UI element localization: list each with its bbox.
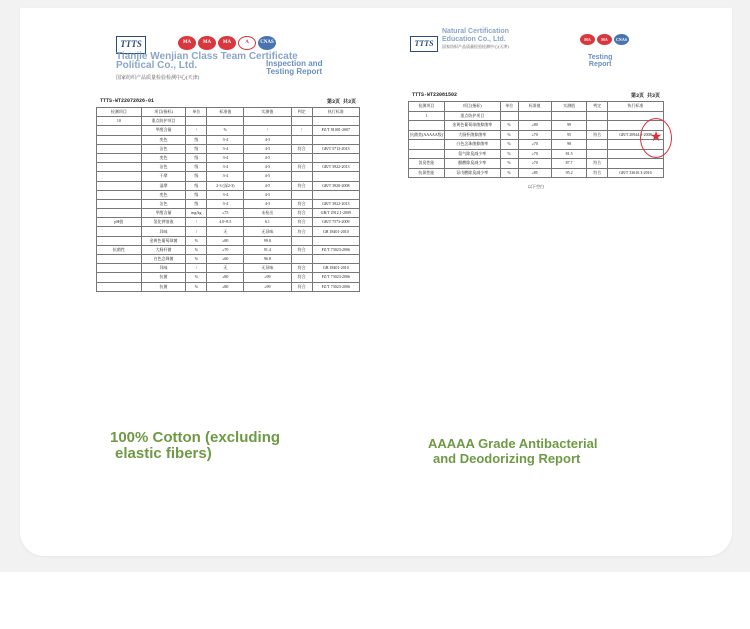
table-cell: [97, 209, 142, 218]
table-cell: 符合: [587, 159, 607, 169]
table-cell: [97, 273, 142, 282]
table-cell: 判定: [291, 108, 312, 117]
table-row: [409, 111, 664, 121]
table-cell: 符合: [291, 144, 312, 153]
table-cell: 符合: [291, 264, 312, 273]
table-cell: 符合: [291, 245, 312, 254]
table-cell: 标准值: [518, 102, 551, 112]
table-cell: 3-4: [207, 199, 244, 208]
table-cell: GB 18401-2010: [312, 264, 359, 273]
table-row: [97, 264, 360, 273]
table-cell: 3-4: [207, 135, 244, 144]
table-cell: [97, 199, 142, 208]
table-cell: [207, 117, 244, 126]
table-row: [97, 282, 360, 291]
table-cell: 抗菌: [141, 282, 186, 291]
table-cell: 符合: [291, 273, 312, 282]
table-cell: [409, 121, 445, 131]
table-cell: 湿摩: [141, 181, 186, 190]
table-cell: 99: [551, 121, 587, 131]
table-cell: %: [186, 236, 207, 245]
table-cell: 项目(指标): [141, 108, 186, 117]
report-header: [96, 28, 360, 96]
table-row: [97, 144, 360, 153]
cnas-seal-icon: CNAS: [258, 36, 276, 50]
table-cell: 级: [186, 172, 207, 181]
table-cell: [312, 135, 359, 144]
table-cell: 2-3 (深2-3): [207, 181, 244, 190]
table-cell: FZ/T 73023-2006: [312, 282, 359, 291]
table-cell: 符合: [291, 227, 312, 236]
table-cell: 符合: [291, 218, 312, 227]
table-cell: %: [500, 168, 518, 178]
table-row: [409, 168, 664, 178]
table-cell: 单位: [500, 102, 518, 112]
caption-antibacterial: AAAAA Grade Antibacterial and Deodorizing Report: [428, 436, 598, 466]
table-cell: 项目(指标): [444, 102, 500, 112]
test-report-right: [408, 24, 664, 204]
table-cell: 符合: [291, 199, 312, 208]
table-row: [97, 209, 360, 218]
table-cell: ≥70: [518, 140, 551, 150]
table-cell: [587, 140, 607, 150]
company-name-en: Tianjie Wenjian Class Team Certificate Political Co., Ltd.: [116, 51, 298, 71]
results-table: [96, 107, 360, 292]
table-cell: mg/kg: [186, 209, 207, 218]
cma-seal-icon: MA: [198, 36, 216, 50]
table-row: [97, 126, 360, 135]
table-cell: 消臭性能: [409, 159, 445, 169]
table-cell: 大肠杆菌抑菌率: [444, 130, 500, 140]
table-cell: 甲醛含量: [141, 209, 186, 218]
table-cell: /: [291, 126, 312, 135]
table-cell: 氨气除臭减少率: [444, 149, 500, 159]
table-footnote: 以下空白: [528, 184, 544, 189]
table-cell: 沾色: [141, 144, 186, 153]
table-cell: /: [186, 218, 207, 227]
table-cell: 87.7: [551, 159, 587, 169]
ttts-logo: TTTS: [116, 36, 146, 54]
table-row: [97, 135, 360, 144]
table-cell: GB/T 3922-2013: [312, 199, 359, 208]
table-cell: GB/T 2912.1-2009: [312, 209, 359, 218]
table-row: [97, 172, 360, 181]
table-cell: [97, 255, 142, 264]
table-row: [409, 130, 664, 140]
table-cell: ≥60: [207, 255, 244, 264]
table-cell: FZ/T 73023-2006: [312, 273, 359, 282]
table-cell: [607, 159, 663, 169]
cma-seal-icon: MA: [580, 34, 595, 45]
table-cell: 4-5: [244, 153, 291, 162]
table-cell: 4-5: [244, 190, 291, 199]
table-cell: 3-4: [207, 163, 244, 172]
table-cell: [97, 282, 142, 291]
table-cell: 98: [551, 140, 587, 150]
table-cell: 未检出: [244, 209, 291, 218]
table-cell: 3-4: [207, 190, 244, 199]
report-type: Inspection and Testing Report: [266, 59, 323, 76]
table-cell: [312, 255, 359, 264]
table-cell: 无: [207, 264, 244, 273]
table-cell: 异戊酸除臭减少率: [444, 168, 500, 178]
table-cell: ≥80: [207, 236, 244, 245]
table-cell: ≥80: [518, 121, 551, 131]
table-cell: [409, 140, 445, 150]
table-cell: [97, 172, 142, 181]
table-cell: [291, 153, 312, 162]
table-cell: ≥70: [518, 149, 551, 159]
table-cell: 4.0~8.5: [207, 218, 244, 227]
table-cell: [291, 255, 312, 264]
red-stamp-icon: ★: [640, 118, 672, 158]
table-cell: pH值: [97, 218, 142, 227]
table-cell: 异味: [141, 227, 186, 236]
table-cell: /: [244, 126, 291, 135]
table-cell: GB/T 5713-2013: [312, 144, 359, 153]
table-cell: %: [500, 149, 518, 159]
report-meta: [408, 92, 664, 99]
report-type: Testing Report: [588, 54, 613, 68]
table-cell: %: [500, 159, 518, 169]
table-cell: 干摩: [141, 172, 186, 181]
table-cell: 4-5: [244, 199, 291, 208]
table-cell: 判定: [587, 102, 607, 112]
table-cell: 10: [97, 117, 142, 126]
table-cell: [244, 117, 291, 126]
table-cell: 99.8: [244, 236, 291, 245]
table-cell: [97, 126, 142, 135]
cma-seal-icon: MA: [218, 36, 236, 50]
table-header-row: [97, 108, 360, 117]
table-cell: 符合: [291, 282, 312, 291]
table-cell: 醋酸除臭减少率: [444, 159, 500, 169]
table-cell: 符合: [291, 181, 312, 190]
caption-cotton: 100% Cotton (excluding elastic fibers): [110, 429, 281, 462]
table-cell: /: [186, 227, 207, 236]
table-row: [97, 190, 360, 199]
table-cell: 符合: [587, 130, 607, 140]
table-cell: 95: [551, 130, 587, 140]
table-cell: 级: [186, 144, 207, 153]
table-cell: 无: [207, 227, 244, 236]
table-cell: ≥70: [518, 159, 551, 169]
table-row: [409, 149, 664, 159]
table-cell: 大肠杆菌: [141, 245, 186, 254]
table-cell: 95.2: [551, 168, 587, 178]
table-cell: 4-5: [244, 144, 291, 153]
cma-seal-icon: MA: [597, 34, 612, 45]
table-row: [97, 163, 360, 172]
table-cell: GB/T 20944.3-2008: [607, 130, 663, 140]
table-cell: ≥70: [518, 130, 551, 140]
table-row: [97, 227, 360, 236]
table-row: [97, 255, 360, 264]
table-row: [97, 245, 360, 254]
table-cell: 1: [409, 111, 445, 121]
cma-seal-icon: MA: [178, 36, 196, 50]
table-cell: [291, 117, 312, 126]
table-cell: %: [186, 282, 207, 291]
table-row: [409, 121, 664, 131]
table-cell: 重点防护项目: [141, 117, 186, 126]
table-cell: 单位: [186, 108, 207, 117]
table-cell: GB/T 33610.3-2016: [607, 168, 663, 178]
table-cell: [291, 172, 312, 181]
ttts-logo: TTTS: [410, 36, 438, 52]
table-cell: %: [207, 126, 244, 135]
table-cell: [312, 117, 359, 126]
table-cell: ≥70: [207, 245, 244, 254]
table-cell: [312, 172, 359, 181]
table-cell: 符合: [587, 168, 607, 178]
report-meta: [96, 98, 360, 105]
report-number: TTTS-WT23081502: [412, 92, 458, 98]
table-cell: 实测值: [551, 102, 587, 112]
report-number: TTTS-WT22072826-01: [100, 98, 155, 104]
table-cell: [551, 111, 587, 121]
certification-seals: [580, 34, 629, 45]
table-cell: GB/T 7573-2009: [312, 218, 359, 227]
table-cell: [312, 153, 359, 162]
table-header-row: [409, 102, 664, 112]
table-row: [409, 159, 664, 169]
table-cell: [312, 236, 359, 245]
table-cell: 金黄色葡萄球菌抑菌率: [444, 121, 500, 131]
table-cell: 无异味: [244, 227, 291, 236]
table-cell: 3-4: [207, 172, 244, 181]
table-cell: [97, 181, 142, 190]
table-cell: ≥99: [244, 273, 291, 282]
table-cell: [312, 190, 359, 199]
table-cell: 实测值: [244, 108, 291, 117]
table-cell: 抗菌性: [97, 245, 142, 254]
table-cell: 4-5: [244, 135, 291, 144]
table-cell: GB/T 3920-2008: [312, 181, 359, 190]
table-cell: 符合: [291, 209, 312, 218]
table-cell: ≥85: [518, 168, 551, 178]
table-cell: 级: [186, 163, 207, 172]
table-row: [97, 236, 360, 245]
table-cell: GB 18401-2010: [312, 227, 359, 236]
table-cell: 无异味: [244, 264, 291, 273]
table-cell: [97, 236, 142, 245]
table-row: [97, 273, 360, 282]
table-cell: 4-5: [244, 181, 291, 190]
table-cell: [587, 111, 607, 121]
table-cell: ≤75: [207, 209, 244, 218]
table-cell: [291, 236, 312, 245]
table-row: [97, 199, 360, 208]
table-row: [97, 181, 360, 190]
table-cell: [97, 163, 142, 172]
table-cell: 级: [186, 135, 207, 144]
table-cell: [97, 135, 142, 144]
table-cell: [291, 190, 312, 199]
table-cell: [518, 111, 551, 121]
table-cell: %: [186, 273, 207, 282]
table-cell: 白色念珠菌抑菌率: [444, 140, 500, 150]
table-cell: [97, 227, 142, 236]
table-cell: 96.8: [244, 255, 291, 264]
table-cell: [587, 149, 607, 159]
table-cell: ≥80: [207, 273, 244, 282]
table-cell: 级: [186, 181, 207, 190]
table-cell: 沾色: [141, 199, 186, 208]
table-cell: 异味: [141, 264, 186, 273]
table-cell: 金黄色葡萄球菌: [141, 236, 186, 245]
table-cell: 6.1: [244, 218, 291, 227]
table-cell: 抗菌类(AAAAA级): [409, 130, 445, 140]
report-header: [408, 24, 664, 92]
table-cell: 变色: [141, 190, 186, 199]
table-cell: /: [186, 126, 207, 135]
table-cell: %: [186, 245, 207, 254]
table-cell: 执行标准: [607, 102, 663, 112]
table-cell: 检测项目: [409, 102, 445, 112]
table-cell: [587, 121, 607, 131]
table-cell: ≥80: [207, 282, 244, 291]
table-cell: 3-4: [207, 153, 244, 162]
table-cell: %: [500, 121, 518, 131]
test-report-left: [96, 28, 360, 328]
table-cell: 81.5: [551, 149, 587, 159]
table-cell: [97, 264, 142, 273]
table-cell: 3-4: [207, 144, 244, 153]
table-cell: 检测项目: [97, 108, 142, 117]
table-cell: 白色念珠菌: [141, 255, 186, 264]
cnas-seal-icon: CNAS: [614, 34, 629, 45]
table-cell: %: [500, 140, 518, 150]
table-cell: 91.4: [244, 245, 291, 254]
table-cell: /: [186, 264, 207, 273]
company-name-cn: 国家纺织产品质量检验检测中心(天津): [116, 76, 200, 81]
table-cell: 4-5: [244, 163, 291, 172]
table-cell: 级: [186, 199, 207, 208]
table-cell: 执行标准: [312, 108, 359, 117]
cal-seal-icon: A: [238, 36, 256, 50]
certification-seals: [178, 36, 276, 50]
table-cell: 抗菌: [141, 273, 186, 282]
table-cell: %: [500, 130, 518, 140]
table-cell: [97, 144, 142, 153]
table-cell: 4-5: [244, 172, 291, 181]
results-table: [408, 101, 664, 178]
table-cell: [97, 153, 142, 162]
company-name-en: Natural Certification Education Co., Ltd.: [442, 28, 509, 43]
table-cell: 级: [186, 153, 207, 162]
table-cell: 变色: [141, 135, 186, 144]
table-cell: [500, 111, 518, 121]
page-number: 第3页 共3页: [326, 99, 356, 105]
table-row: [97, 153, 360, 162]
table-cell: [97, 190, 142, 199]
table-cell: 标准值: [207, 108, 244, 117]
table-cell: 级: [186, 190, 207, 199]
table-cell: 抗氧性能: [409, 168, 445, 178]
table-row: [97, 117, 360, 126]
table-cell: 符合: [291, 163, 312, 172]
company-name-cn: 国家纺织产品质量检验检测中心(天津): [442, 44, 509, 49]
table-cell: 重点防护项目: [444, 111, 500, 121]
table-cell: %: [186, 255, 207, 264]
table-cell: FZ/T 73023-2006: [312, 245, 359, 254]
table-cell: GB/T 3922-2013: [312, 163, 359, 172]
table-cell: 氢化钾溶液: [141, 218, 186, 227]
table-cell: [291, 135, 312, 144]
table-cell: [409, 149, 445, 159]
table-cell: FZ/T 81001-2007: [312, 126, 359, 135]
table-row: [409, 140, 664, 150]
table-cell: 变色: [141, 153, 186, 162]
table-row: [97, 218, 360, 227]
table-cell: 沾色: [141, 163, 186, 172]
table-cell: 甲醛含量: [141, 126, 186, 135]
table-cell: ≥99: [244, 282, 291, 291]
table-cell: [186, 117, 207, 126]
page-number: 第3页 共3页: [630, 93, 660, 99]
